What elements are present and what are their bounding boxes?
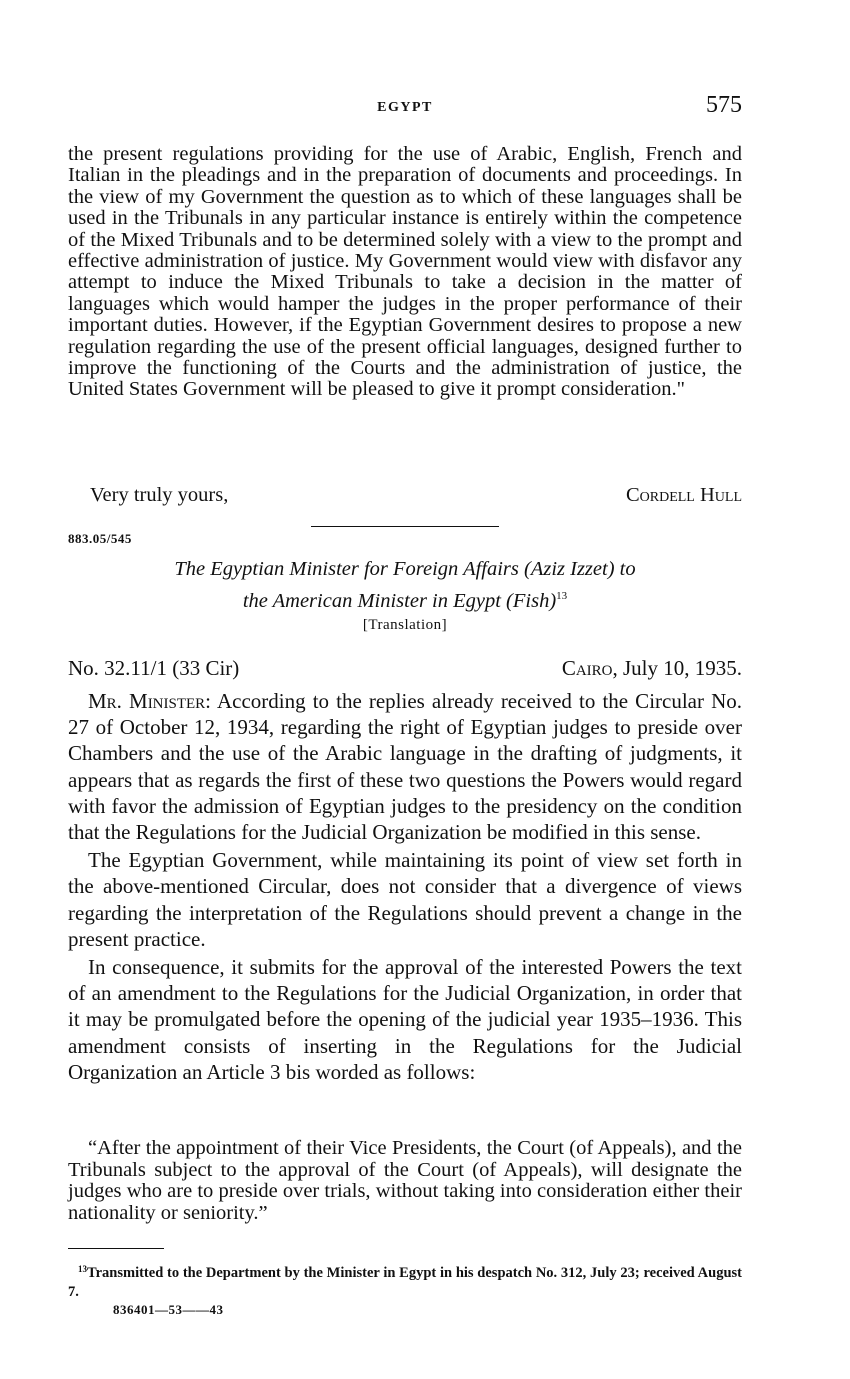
footnote-number: 13 [78, 1264, 87, 1274]
document-title-line1: The Egyptian Minister for Foreign Affairs (Aziz Izzet) to [174, 558, 636, 580]
place-and-date [562, 656, 742, 681]
print-code: 836401—53——43 [113, 1302, 224, 1317]
closing-salutation: Very truly yours, [90, 484, 229, 506]
translation-note: [Translation] [362, 617, 448, 633]
footnote-reference: 13 [556, 590, 568, 602]
section-divider [311, 526, 499, 527]
footnote [68, 1260, 742, 1302]
letter-paragraph-1 [68, 688, 742, 845]
signature: Cordell Hull [625, 484, 742, 506]
quoted-article [68, 1138, 742, 1224]
date: July 10, 1935. [622, 656, 742, 680]
continuation-text [68, 144, 742, 401]
quoted-article-text: “After the appointment of their Vice Presidents, the Court (of Appeals), and the Tribunals subject to the approval of the Court (of Appeals), will designate the judges who are to preside over trials, without taking into consideration either their nationality or seniority.” [68, 1137, 742, 1224]
footnote-text: Transmitted to the Department by the Minister in Egypt in his despatch No. 312, July 23; received August 7. [68, 1265, 742, 1300]
page-header [68, 92, 742, 128]
document-title-line2 [68, 583, 742, 615]
document-title-line2-text: the American Minister in Egypt (Fish) [242, 590, 557, 612]
document-title [68, 556, 742, 615]
page-number: 575 [706, 92, 742, 118]
place: Cairo, [561, 656, 618, 680]
continuation-paragraph: the present regulations providing for the use of Arabic, English, French and Italian in the pleadings and in the preparation of documents and proceedings. In the view of my Government the question as to which of these languages shall be used in the Tribunals in any particular instance is entirely within the competence of the Mixed Tribunals and to be determined solely with a view to the prompt and effective administration of justice. My Government would view with disfavor any attempt to induce the Mixed Tribunals to take a decision in the matter of languages which would hamper the judges in the proper performance of their important duties. However, if the Egyptian Government desires to propose a new regulation regarding the use of the present official languages, designed further to improve the functioning of the Courts and the administration of justice, the United States Government will be pleased to give it prompt consideration." [68, 143, 742, 401]
running-title: EGYPT [377, 100, 433, 115]
paragraph-1-text: According to the replies already received to the Circular No. 27 of October 12, 1934, regarding the right of Egyptian judges to preside over Chambers and the use of the Arabic language in the drafting of judgments, it appears that as regards the first of these two questions the Powers would regard with favor the admission of Egyptian judges to the presidency on the condition that the Regulations for the Judicial Organization be modified in this sense. [68, 689, 742, 845]
file-number: 883.05/545 [68, 531, 132, 546]
letter-paragraph-3: In consequence, it submits for the approval of the interested Powers the text of an amendment to the Regulations for the Judicial Organization, in order that it may be promulgated before the opening of the judicial year 1935–1936. This amendment consists of inserting in the Regulations for the Judicial Organization an Article 3 bis worded as follows: [68, 955, 742, 1084]
footnote-divider [68, 1248, 164, 1249]
reference-number: No. 32.11/1 (33 Cir) [68, 656, 240, 680]
letter-paragraph-2: The Egyptian Government, while maintaining its point of view set forth in the above-mentioned Circular, does not consider that a divergence of views regarding the interpretation of the Regulations should prevent a change in the present practice. [68, 848, 742, 951]
letter-salutation: Mr. Minister: [88, 689, 212, 713]
letter-body [68, 688, 742, 1087]
